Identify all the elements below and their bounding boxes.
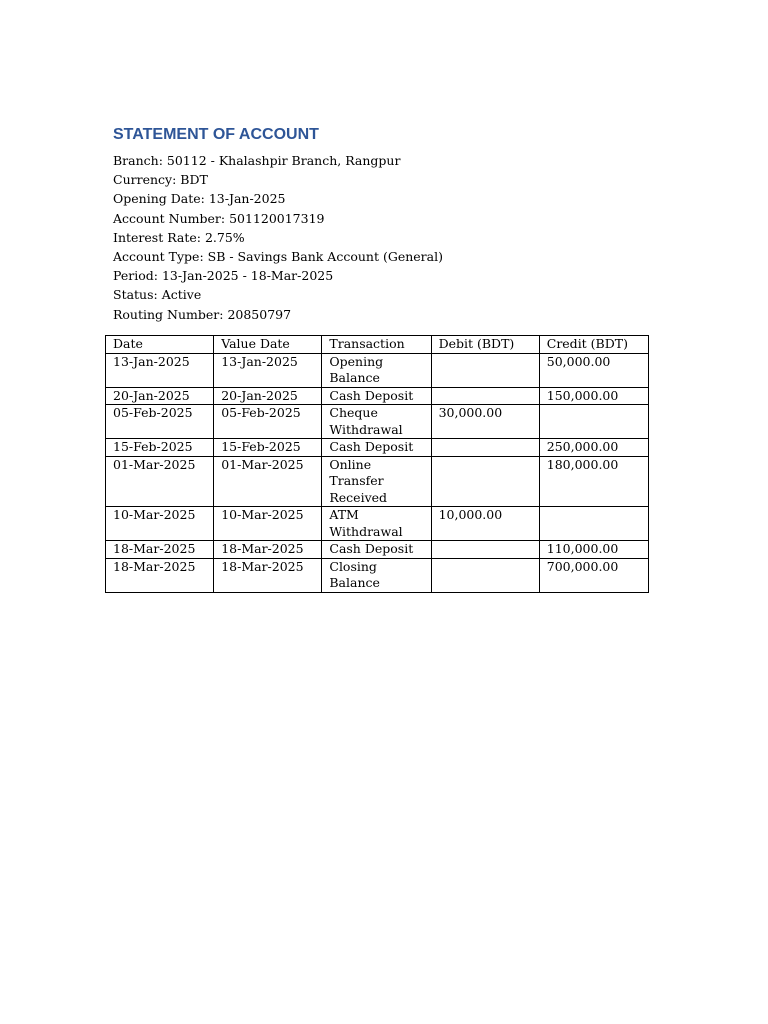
period-value: 13-Jan-2025 - 18-Mar-2025	[161, 268, 334, 284]
cell-date: 13-Jan-2025	[106, 353, 214, 387]
cell-debit	[431, 387, 539, 405]
cell-transaction: Cash Deposit	[322, 387, 431, 405]
cell-transaction: Online Transfer Received	[322, 456, 431, 507]
status-value: Active	[161, 287, 202, 303]
header-transaction: Transaction	[322, 336, 431, 354]
account-number-line	[113, 209, 653, 228]
branch-label: Branch:	[113, 153, 167, 168]
header-value-date: Value Date	[214, 336, 322, 354]
cell-date: 18-Mar-2025	[106, 541, 214, 559]
cell-debit	[431, 558, 539, 592]
routing-number-label: Routing Number:	[113, 306, 228, 322]
cell-debit	[431, 353, 539, 387]
cell-credit: 700,000.00	[539, 558, 648, 592]
period-label: Period:	[113, 268, 162, 284]
branch-value: 50112 - Khalashpir Branch, Rangpur	[166, 153, 401, 168]
opening-date-value: 13-Jan-2025	[208, 191, 286, 207]
cell-date: 01-Mar-2025	[106, 456, 214, 507]
table-header-row	[106, 336, 649, 354]
cell-date: 18-Mar-2025	[106, 558, 214, 592]
table-row	[106, 541, 649, 559]
interest-rate-label: Interest Rate:	[113, 229, 205, 245]
cell-date: 05-Feb-2025	[106, 405, 214, 439]
header-date: Date	[106, 336, 214, 354]
cell-credit: 110,000.00	[539, 541, 648, 559]
cell-credit: 150,000.00	[539, 387, 648, 405]
cell-value-date: 05-Feb-2025	[214, 405, 322, 439]
cell-value-date: 10-Mar-2025	[214, 507, 322, 541]
currency-line	[113, 170, 653, 189]
cell-debit	[431, 541, 539, 559]
cell-date: 15-Feb-2025	[106, 439, 214, 457]
cell-debit	[431, 456, 539, 507]
table-row	[106, 456, 649, 507]
header-debit: Debit (BDT)	[431, 336, 539, 354]
cell-value-date: 01-Mar-2025	[214, 456, 322, 507]
status-label: Status:	[113, 287, 162, 303]
cell-credit: 50,000.00	[539, 353, 648, 387]
cell-credit: 180,000.00	[539, 456, 648, 507]
table-row	[106, 405, 649, 439]
statement-page	[113, 124, 653, 590]
cell-value-date: 18-Mar-2025	[214, 541, 322, 559]
table-row	[106, 353, 649, 387]
account-number-value: 501120017319	[229, 210, 325, 226]
cell-transaction: Opening Balance	[322, 353, 431, 387]
table-row	[106, 558, 649, 592]
currency-label: Currency:	[113, 172, 181, 188]
cell-transaction: Cash Deposit	[322, 541, 431, 559]
cell-transaction: Cheque Withdrawal	[322, 405, 431, 439]
opening-date-line	[113, 189, 653, 208]
period-line	[113, 266, 653, 285]
table-row	[106, 507, 649, 541]
transactions-table	[105, 335, 649, 593]
interest-rate-line	[113, 228, 653, 247]
account-info	[113, 151, 653, 324]
cell-transaction: Closing Balance	[322, 558, 431, 592]
account-type-label: Account Type:	[113, 249, 208, 265]
cell-transaction: Cash Deposit	[322, 439, 431, 457]
cell-value-date: 18-Mar-2025	[214, 558, 322, 592]
opening-date-label: Opening Date:	[113, 191, 209, 207]
interest-rate-value: 2.75%	[204, 229, 245, 245]
cell-credit	[539, 405, 648, 439]
branch-line	[113, 151, 653, 170]
table-row	[106, 439, 649, 457]
status-line	[113, 285, 653, 304]
cell-value-date: 13-Jan-2025	[214, 353, 322, 387]
statement-title: STATEMENT OF ACCOUNT	[113, 126, 319, 143]
cell-date: 10-Mar-2025	[106, 507, 214, 541]
account-number-label: Account Number:	[113, 210, 230, 226]
cell-credit	[539, 507, 648, 541]
header-credit: Credit (BDT)	[539, 336, 648, 354]
account-type-line	[113, 247, 653, 266]
routing-number-value: 20850797	[227, 306, 292, 322]
table-row	[106, 387, 649, 405]
cell-value-date: 15-Feb-2025	[214, 439, 322, 457]
cell-transaction: ATM Withdrawal	[322, 507, 431, 541]
cell-value-date: 20-Jan-2025	[214, 387, 322, 405]
account-type-value: SB - Savings Bank Account (General)	[207, 249, 443, 265]
cell-debit	[431, 439, 539, 457]
cell-date: 20-Jan-2025	[106, 387, 214, 405]
cell-credit: 250,000.00	[539, 439, 648, 457]
currency-value: BDT	[180, 172, 208, 188]
cell-debit: 10,000.00	[431, 507, 539, 541]
cell-debit: 30,000.00	[431, 405, 539, 439]
routing-number-line	[113, 305, 653, 324]
